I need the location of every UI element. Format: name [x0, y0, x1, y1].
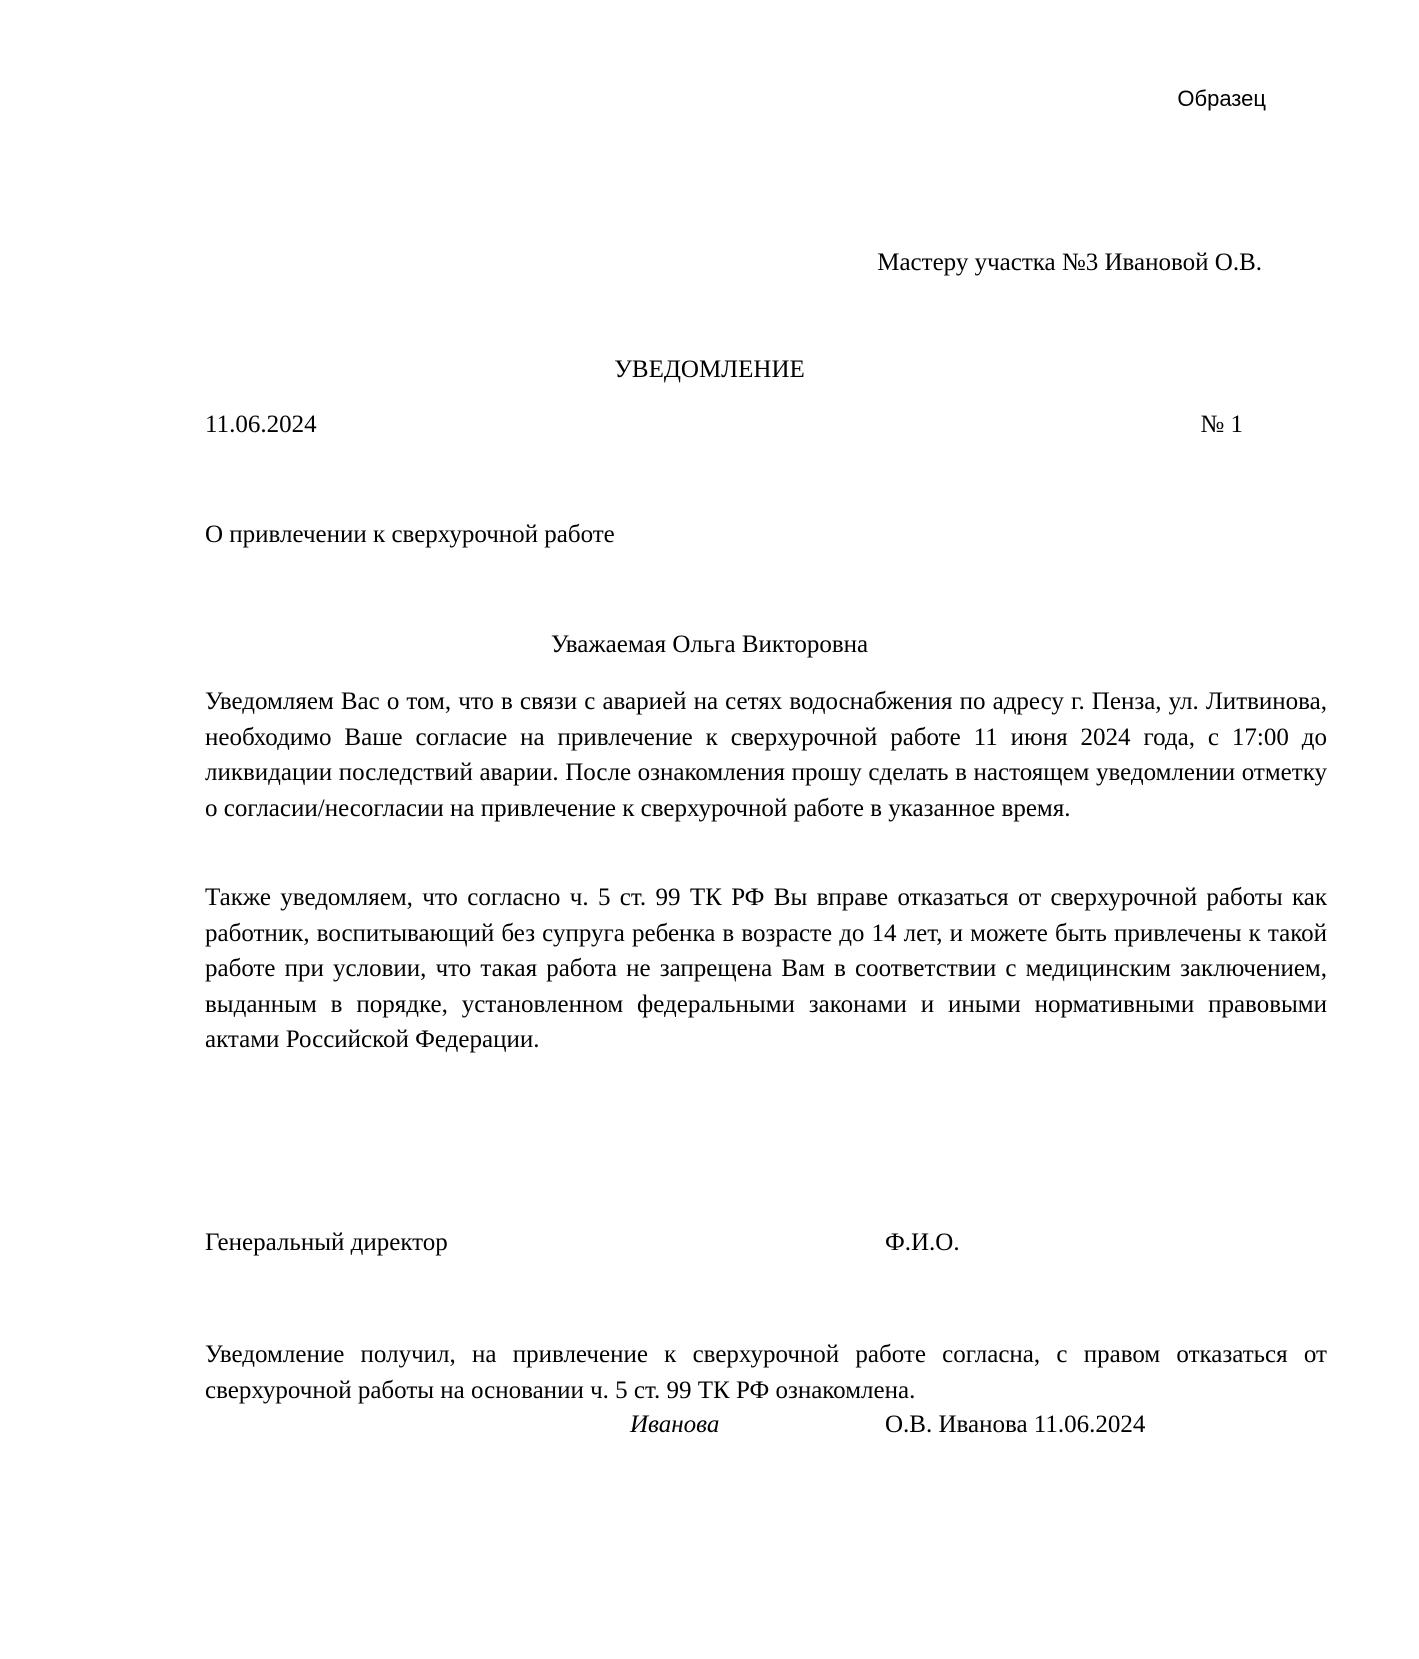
signatory-position: Генеральный директор: [205, 1229, 448, 1256]
document-date: 11.06.2024: [205, 411, 317, 438]
salutation: Уважаемая Ольга Викторовна: [550, 631, 869, 658]
body-paragraph-1: Уведомляем Вас о том, что в связи с аварией на сетях водоснабжения по адресу г. Пенза, ул. Литвинова, необходимо Ваше согласие на привлечение к сверхурочной работе 11 июня 2024 года, с 17:00 до ликвидации последствий аварии. После ознакомления прошу сделать в настоящем уведомлении отметку о согласии/несогласии на привлечение к сверхурочной работе в указанное время.: [205, 688, 1327, 822]
addressee: Мастеру участка №3 Ивановой О.В.: [877, 249, 1262, 276]
acknowledgement-name-date: О.В. Иванова 11.06.2024: [885, 1411, 1146, 1438]
body-paragraph-2: Также уведомляем, что согласно ч. 5 ст. 99 ТК РФ Вы вправе отказаться от сверхурочной работы как работник, воспитывающий без супруга ребенка в возрасте до 14 лет, и можете быть привлечены к такой работе при условии, что такая работа не запрещена Вам в соответствии с медицинским заключением, выданным в порядке, установленном федеральными законами и иными нормативными правовыми актами Российской Федерации.: [205, 884, 1327, 1054]
handwritten-signature: Иванова: [630, 1411, 720, 1438]
signatory-name: Ф.И.О.: [885, 1229, 960, 1256]
document-title: УВЕДОМЛЕНИЕ: [614, 356, 805, 383]
document-subject: О привлечении к сверхурочной работе: [205, 521, 615, 548]
document-number: № 1: [1200, 411, 1243, 438]
acknowledgement-text: Уведомление получил, на привлечение к сверхурочной работе согласна, с правом отказаться от сверхурочной работы на основании ч. 5 ст. 99 ТК РФ ознакомлена.: [205, 1341, 1327, 1404]
sample-label: Образец: [1177, 86, 1266, 111]
